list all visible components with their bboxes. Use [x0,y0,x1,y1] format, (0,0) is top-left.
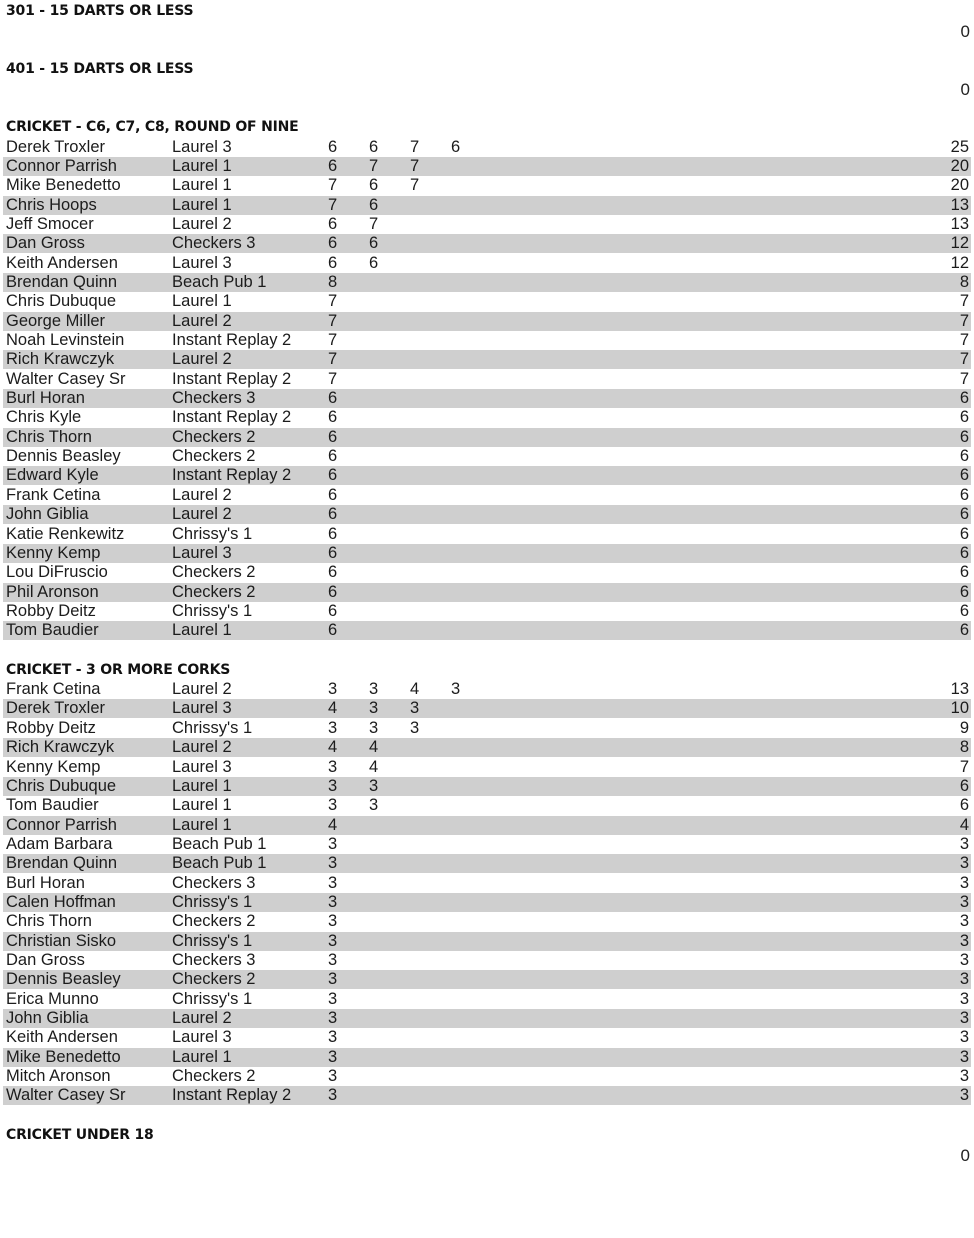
row-total: 13 [950,680,969,699]
table-row [3,408,971,427]
score-cell: 7 [328,176,338,195]
player-name: Brendan Quinn [6,272,117,291]
player-name: Noah Levinstein [6,331,125,349]
player-name: Lou DiFruscio [6,563,108,582]
team-name: Laurel 2 [172,1009,232,1028]
player-name: Connor Parrish [6,815,117,834]
table-row [3,563,971,582]
score-cell: 4 [410,680,420,699]
player-name: Burl Horan [6,389,85,408]
player-name: Edward Kyle [6,466,99,485]
row-total: 8 [959,738,969,757]
row-total: 7 [959,369,969,388]
table-row [3,1028,971,1047]
team-name: Checkers 2 [172,582,256,601]
player-name: Tom Baudier [6,796,99,815]
score-cell: 7 [328,350,338,369]
row-total: 3 [959,1047,969,1066]
score-cell: 7 [410,156,420,175]
team-name: Laurel 1 [172,815,232,834]
table-row [3,777,971,796]
table-row [3,932,971,951]
team-name: Chrissy's 1 [172,524,253,543]
score-cell: 3 [451,680,461,699]
table-row [3,525,971,544]
row-total: 12 [950,253,969,272]
player-name: Kenny Kemp [6,543,101,562]
score-cell: 6 [328,505,338,524]
score-cell: 7 [410,137,420,156]
table-row [3,389,971,408]
row-total: 6 [959,543,969,562]
team-name: Chrissy's 1 [172,931,253,950]
team-name: Checkers 3 [172,234,256,253]
table-row [3,1086,971,1105]
player-name: Jeff Smocer [6,214,94,233]
team-name: Laurel 1 [172,796,232,815]
score-cell: 3 [328,989,338,1008]
row-total: 6 [959,389,969,408]
team-name: Laurel 1 [172,195,232,214]
team-name: Instant Replay 2 [172,331,292,349]
player-name: Walter Casey Sr [6,1086,126,1105]
score-cell: 6 [328,234,338,253]
row-total: 6 [959,505,969,524]
section-title: 301 - 15 DARTS OR LESS [6,3,194,19]
player-name: Walter Casey Sr [6,369,126,388]
table-row [3,835,971,854]
table-row [3,583,971,602]
score-cell: 3 [369,680,379,699]
score-cell: 3 [369,718,379,737]
row-total: 6 [959,466,969,485]
table-row [3,796,971,815]
team-name: Laurel 3 [172,543,232,562]
table-row [3,1048,971,1067]
score-cell: 3 [328,718,338,737]
score-cell: 6 [328,543,338,562]
table-row [3,331,971,350]
team-name: Instant Replay 2 [172,369,292,388]
row-total: 8 [959,272,969,291]
score-cell: 7 [328,292,338,311]
score-cell: 4 [328,738,338,757]
section-title: CRICKET UNDER 18 [6,1126,154,1143]
team-name: Laurel 2 [172,350,232,369]
section-total: 0 [960,22,970,41]
team-name: Laurel 3 [172,699,232,718]
score-cell: 6 [369,176,379,195]
score-cell: 3 [328,680,338,699]
row-total: 13 [950,214,969,233]
score-cell: 6 [328,563,338,582]
score-cell: 3 [369,796,379,815]
team-name: Beach Pub 1 [172,272,267,291]
team-name: Checkers 2 [172,970,256,989]
team-name: Laurel 2 [172,505,232,524]
score-cell: 3 [328,1067,338,1086]
score-cell: 6 [328,253,338,272]
row-total: 3 [959,912,969,931]
score-cell: 3 [328,1047,338,1066]
player-name: Brendan Quinn [6,854,117,873]
row-total: 3 [959,834,969,853]
team-name: Checkers 2 [172,447,256,466]
player-name: Dan Gross [6,234,85,253]
player-name: Dan Gross [6,951,85,969]
team-name: Laurel 1 [172,1047,232,1066]
row-total: 3 [959,951,969,969]
score-cell: 6 [369,137,379,156]
player-name: Burl Horan [6,873,85,892]
table-row [3,738,971,757]
team-name: Chrissy's 1 [172,989,253,1008]
table-row [3,312,971,331]
team-name: Instant Replay 2 [172,466,292,485]
table-row [3,990,971,1009]
score-cell: 6 [328,427,338,446]
table-row [3,447,971,466]
score-cell: 3 [328,931,338,950]
team-name: Chrissy's 1 [172,718,253,737]
row-total: 7 [959,292,969,311]
score-cell: 3 [328,776,338,795]
row-total: 4 [959,815,969,834]
table-row [3,699,971,718]
team-name: Laurel 1 [172,176,232,195]
table-row [3,680,971,699]
score-cell: 3 [410,699,420,718]
team-name: Laurel 3 [172,1028,232,1047]
row-total: 3 [959,1009,969,1028]
score-cell: 3 [410,718,420,737]
score-cell: 4 [369,738,379,757]
player-name: Frank Cetina [6,680,101,699]
table-row [3,157,971,176]
team-name: Laurel 3 [172,253,232,272]
player-name: Chris Kyle [6,408,82,427]
row-total: 6 [959,563,969,582]
score-cell: 4 [369,757,379,776]
player-name: Dennis Beasley [6,970,121,989]
player-name: Dennis Beasley [6,447,121,466]
team-name: Laurel 1 [172,292,232,311]
table-row [3,466,971,485]
player-name: Calen Hoffman [6,892,116,911]
table-row [3,854,971,873]
table-row [3,970,971,989]
score-cell: 6 [328,485,338,504]
row-total: 12 [950,234,969,253]
player-name: Adam Barbara [6,834,113,853]
score-cell: 7 [328,195,338,214]
table-row [3,196,971,215]
team-name: Checkers 3 [172,389,256,408]
team-name: Laurel 2 [172,485,232,504]
team-name: Instant Replay 2 [172,1086,292,1105]
table-row [3,486,971,505]
player-name: Chris Dubuque [6,292,117,311]
score-cell: 6 [451,137,461,156]
player-name: Tom Baudier [6,621,99,640]
row-total: 3 [959,873,969,892]
score-cell: 6 [328,601,338,620]
table-row [3,816,971,835]
row-total: 20 [950,156,969,175]
table-row [3,234,971,253]
table-row [3,912,971,931]
table-row [3,1067,971,1086]
score-cell: 3 [328,951,338,969]
score-cell: 6 [328,582,338,601]
score-cell: 4 [328,815,338,834]
score-cell: 8 [328,272,338,291]
row-total: 6 [959,582,969,601]
score-cell: 3 [328,757,338,776]
row-total: 3 [959,854,969,873]
player-name: John Giblia [6,505,89,524]
team-name: Instant Replay 2 [172,408,292,427]
row-total: 7 [959,331,969,349]
score-cell: 3 [328,1086,338,1105]
score-cell: 3 [328,796,338,815]
score-cell: 3 [369,699,379,718]
team-name: Checkers 2 [172,427,256,446]
table-row [3,951,971,970]
player-name: Mike Benedetto [6,1047,121,1066]
team-name: Chrissy's 1 [172,892,253,911]
section-total: 0 [960,1145,970,1165]
team-name: Beach Pub 1 [172,854,267,873]
table-row [3,719,971,738]
score-cell: 3 [369,776,379,795]
team-name: Chrissy's 1 [172,601,253,620]
team-name: Checkers 3 [172,873,256,892]
row-total: 7 [959,311,969,330]
score-cell: 7 [369,156,379,175]
player-name: Kenny Kemp [6,757,101,776]
section-total: 0 [960,80,970,99]
table-row [3,428,971,447]
player-name: George Miller [6,311,106,330]
row-total: 3 [959,892,969,911]
table-row [3,1009,971,1028]
score-cell: 3 [328,834,338,853]
player-name: Keith Andersen [6,253,118,272]
row-total: 3 [959,1028,969,1047]
score-cell: 3 [328,970,338,989]
team-name: Checkers 3 [172,951,256,969]
team-name: Laurel 2 [172,680,232,699]
score-cell: 3 [328,912,338,931]
team-name: Laurel 3 [172,137,232,156]
score-cell: 7 [328,369,338,388]
row-total: 6 [959,427,969,446]
row-total: 3 [959,1086,969,1105]
row-total: 10 [950,699,969,718]
table-row [3,505,971,524]
score-cell: 3 [328,1009,338,1028]
player-name: Keith Andersen [6,1028,118,1047]
table-row [3,254,971,273]
score-cell: 6 [328,466,338,485]
team-name: Checkers 2 [172,1067,256,1086]
score-cell: 3 [328,854,338,873]
score-cell: 3 [328,1028,338,1047]
score-cell: 6 [328,621,338,640]
player-name: Chris Thorn [6,912,92,931]
player-name: Chris Hoops [6,195,97,214]
table-row [3,874,971,893]
score-cell: 7 [410,176,420,195]
row-total: 6 [959,621,969,640]
score-cell: 7 [369,214,379,233]
row-total: 6 [959,524,969,543]
table-row [3,215,971,234]
row-total: 3 [959,931,969,950]
team-name: Laurel 1 [172,776,232,795]
team-name: Laurel 2 [172,311,232,330]
row-total: 3 [959,989,969,1008]
player-name: Chris Dubuque [6,776,117,795]
score-cell: 3 [328,873,338,892]
team-name: Laurel 1 [172,621,232,640]
section-title: CRICKET - 3 OR MORE CORKS [6,661,231,678]
row-total: 7 [959,757,969,776]
player-name: Phil Aronson [6,582,99,601]
row-total: 7 [959,350,969,369]
score-cell: 4 [328,699,338,718]
table-row [3,544,971,563]
score-cell: 6 [369,234,379,253]
row-total: 13 [950,195,969,214]
row-total: 6 [959,601,969,620]
team-name: Laurel 3 [172,757,232,776]
section-title: 401 - 15 DARTS OR LESS [6,61,194,77]
row-total: 20 [950,176,969,195]
player-name: Christian Sisko [6,931,117,950]
score-cell: 6 [328,408,338,427]
player-name: Rich Krawczyk [6,738,115,757]
score-cell: 7 [328,311,338,330]
table-row [3,138,971,157]
row-total: 3 [959,1067,969,1086]
player-name: Robby Deitz [6,601,96,620]
score-cell: 6 [328,137,338,156]
score-cell: 7 [328,331,338,349]
row-total: 6 [959,447,969,466]
score-cell: 6 [328,447,338,466]
score-cell: 6 [369,253,379,272]
row-total: 6 [959,485,969,504]
player-name: Chris Thorn [6,427,92,446]
player-name: John Giblia [6,1009,89,1028]
table-row [3,273,971,292]
row-total: 6 [959,408,969,427]
row-total: 25 [950,137,969,156]
player-name: Katie Renkewitz [6,524,125,543]
team-name: Beach Pub 1 [172,834,267,853]
team-name: Laurel 2 [172,214,232,233]
team-name: Laurel 1 [172,156,232,175]
team-name: Checkers 2 [172,912,256,931]
score-cell: 3 [328,892,338,911]
row-total: 9 [959,718,969,737]
score-cell: 6 [328,389,338,408]
player-name: Derek Troxler [6,699,106,718]
score-cell: 6 [369,195,379,214]
player-name: Erica Munno [6,989,99,1008]
table-row [3,370,971,389]
table-row [3,292,971,311]
section-title: CRICKET - C6, C7, C8, ROUND OF NINE [6,119,299,135]
table-row [3,602,971,621]
player-name: Mitch Aronson [6,1067,111,1086]
row-total: 3 [959,970,969,989]
player-name: Derek Troxler [6,137,106,156]
table-row [3,621,971,640]
team-name: Checkers 2 [172,563,256,582]
team-name: Laurel 2 [172,738,232,757]
table-row [3,350,971,369]
score-cell: 6 [328,524,338,543]
player-name: Mike Benedetto [6,176,121,195]
table-row [3,893,971,912]
player-name: Robby Deitz [6,718,96,737]
score-cell: 6 [328,214,338,233]
row-total: 6 [959,796,969,815]
row-total: 6 [959,776,969,795]
player-name: Connor Parrish [6,156,117,175]
player-name: Rich Krawczyk [6,350,115,369]
table-row [3,758,971,777]
player-name: Frank Cetina [6,485,101,504]
table-row [3,176,971,195]
score-cell: 6 [328,156,338,175]
